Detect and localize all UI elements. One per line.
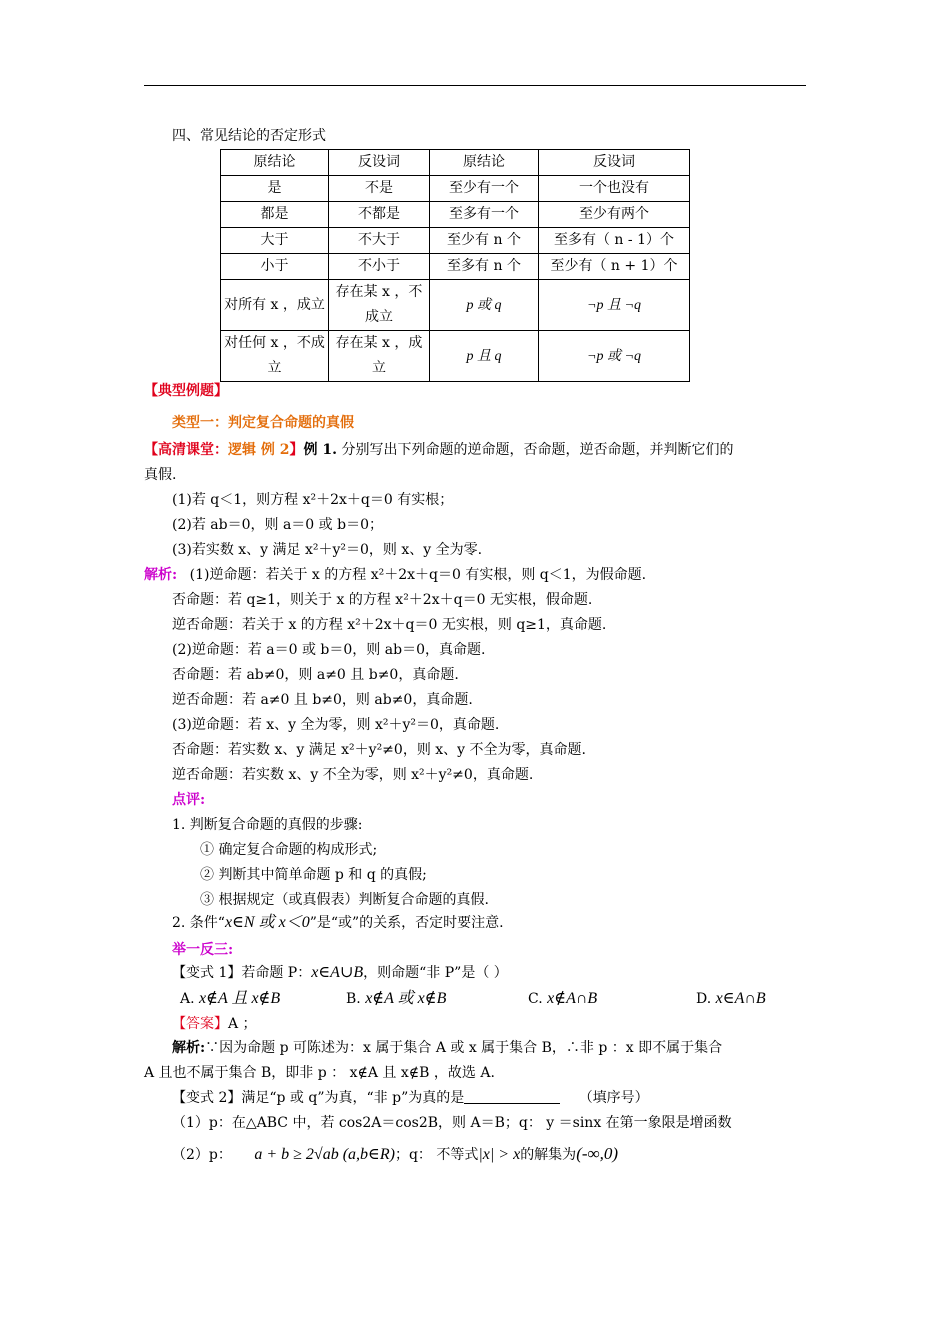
example1-line2: 真假. bbox=[144, 467, 177, 483]
variant2-stem-pre: 满足“p 或 q”为真，“非 p”为真的是 bbox=[241, 1090, 465, 1106]
table-cell: 对所有 x ，成立 bbox=[221, 280, 329, 331]
table-cell: 不是 bbox=[329, 176, 430, 202]
variant1-option-c bbox=[528, 990, 597, 1008]
answer-value: A ； bbox=[228, 1016, 257, 1032]
option-key: C. bbox=[528, 991, 543, 1007]
variant1-option-a bbox=[180, 990, 280, 1008]
answer-label: 【答案】 bbox=[172, 1016, 228, 1032]
solution-line-6: 逆否命题：若 a≠0 且 b≠0，则 ab≠0，真命题. bbox=[172, 692, 473, 708]
example1-tag-link[interactable]: 逻辑 例 2 bbox=[228, 442, 290, 458]
table-row bbox=[221, 176, 690, 202]
comment-point-2-post: ”是“或”的关系，否定时要注意. bbox=[309, 915, 504, 931]
typical-examples-heading: 【典型例题】 bbox=[144, 383, 228, 399]
header-rule bbox=[144, 85, 806, 86]
table-cell: 不小于 bbox=[329, 254, 430, 280]
table-row bbox=[221, 280, 690, 331]
table-row bbox=[221, 331, 690, 382]
example1-tag: 【高清课堂： bbox=[144, 442, 228, 458]
table-cell: p 或 q bbox=[430, 280, 539, 331]
table-cell: 至少有两个 bbox=[539, 202, 690, 228]
variant1-solution-label: 解析: bbox=[172, 1040, 206, 1056]
solution-line-1 bbox=[144, 566, 646, 584]
example1-q1: (1)若 q＜1，则方程 x²＋2x＋q＝0 有实根； bbox=[172, 492, 454, 508]
comment-label: 点评: bbox=[172, 792, 206, 808]
variant1-stem-post: ，则命题“非 P”是（ ） bbox=[363, 965, 508, 981]
solution-line-4: (2)逆命题：若 a＝0 或 b＝0，则 ab＝0，真命题. bbox=[172, 642, 486, 658]
table-cell: 大于 bbox=[221, 228, 329, 254]
table-cell: 一个也没有 bbox=[539, 176, 690, 202]
table-cell: 不大于 bbox=[329, 228, 430, 254]
table-cell: ¬p 且 ¬q bbox=[539, 280, 690, 331]
option-key: D. bbox=[696, 991, 712, 1007]
variant1-solution-line-2: A 且也不属于集合 B，即非 p ： x∉A 且 x∉B ，故选 A. bbox=[144, 1065, 495, 1081]
comment-step-3: ③ 根据规定（或真假表）判断复合命题的真假. bbox=[200, 892, 489, 908]
example1-label: 例 1. bbox=[303, 442, 337, 458]
example1-q2: (2)若 ab＝0，则 a＝0 或 b＝0； bbox=[172, 517, 383, 533]
option-key: B. bbox=[346, 991, 361, 1007]
negation-table bbox=[220, 149, 690, 382]
variant1-stem-pre: 若命题 P： bbox=[241, 965, 312, 981]
variant1-label: 【变式 1】 bbox=[172, 965, 242, 981]
variant1-answer bbox=[172, 1015, 257, 1033]
variant2-math-1: a + b ≥ 2√ab (a,b∈R) bbox=[254, 1146, 395, 1163]
table-cell: ¬p 或 ¬q bbox=[539, 331, 690, 382]
table-header-cell: 原结论 bbox=[221, 150, 329, 176]
variant2-label: 【变式 2】 bbox=[172, 1090, 242, 1106]
option-math: x∉A 或 x∉B bbox=[365, 990, 447, 1007]
variant1-option-b bbox=[346, 990, 446, 1008]
variant1-option-d bbox=[696, 990, 766, 1008]
variant2-item-1: （1）p：在△ABC 中，若 cos2A＝cos2B，则 A＝B；q： y ＝sinx 在第一象限是增函数 bbox=[172, 1115, 732, 1131]
answer-blank[interactable] bbox=[464, 1089, 560, 1104]
solution-text: (1)逆命题：若关于 x 的方程 x²＋2x＋q＝0 有实根，则 q＜1，为假命题. bbox=[189, 567, 647, 583]
solution-label: 解析: bbox=[144, 567, 178, 583]
table-header-row bbox=[221, 150, 690, 176]
table-cell: 对任何 x ，不成立 bbox=[221, 331, 329, 382]
example1-text: 分别写出下列命题的逆命题，否命题，逆否命题，并判断它们的 bbox=[341, 442, 734, 458]
table-cell: 不都是 bbox=[329, 202, 430, 228]
table-row bbox=[221, 202, 690, 228]
variant2-math-3: (-∞,0) bbox=[576, 1144, 619, 1163]
type1-heading: 类型一：判定复合命题的真假 bbox=[172, 415, 354, 431]
table-cell: 都是 bbox=[221, 202, 329, 228]
variant1-solution-line-1 bbox=[172, 1039, 722, 1057]
table-row bbox=[221, 228, 690, 254]
solution-line-2: 否命题：若 q≥1，则关于 x 的方程 x²＋2x＋q＝0 无实根，假命题. bbox=[172, 592, 593, 608]
comment-point-2 bbox=[172, 914, 504, 932]
table-header-cell: 原结论 bbox=[430, 150, 539, 176]
variant1-solution-text: ∵因为命题 p 可陈述为：x 属于集合 A 或 x 属于集合 B，∴非 p ：x 即不属于集合 bbox=[205, 1040, 723, 1056]
table-cell: 至多有 n 个 bbox=[430, 254, 539, 280]
variant2-item-2 bbox=[172, 1145, 618, 1164]
variant2-stem-post: （填序号） bbox=[578, 1090, 649, 1106]
example1-tag-end: 】 bbox=[289, 442, 304, 458]
variant1-stem-math: x∈A∪B bbox=[311, 964, 364, 981]
section-title: 四、常见结论的否定形式 bbox=[172, 128, 326, 144]
table-header-cell: 反设词 bbox=[539, 150, 690, 176]
variant2-item-2-mid2: 的解集为 bbox=[520, 1147, 577, 1163]
juyi-heading: 举一反三: bbox=[172, 942, 234, 958]
table-cell: 是 bbox=[221, 176, 329, 202]
table-cell: 至多有一个 bbox=[430, 202, 539, 228]
table-cell: 至多有（ n - 1）个 bbox=[539, 228, 690, 254]
table-cell: 存在某 x ，成立 bbox=[329, 331, 430, 382]
solution-line-5: 否命题：若 ab≠0，则 a≠0 且 b≠0，真命题. bbox=[172, 667, 459, 683]
option-math: x∉A∩B bbox=[547, 990, 598, 1007]
option-math: x∉A 且 x∉B bbox=[199, 990, 281, 1007]
table-cell: 小于 bbox=[221, 254, 329, 280]
comment-point-1: 1. 判断复合命题的真假的步骤: bbox=[172, 817, 363, 833]
solution-line-7: (3)逆命题：若 x、y 全为零，则 x²＋y²＝0，真命题. bbox=[172, 717, 500, 733]
variant2-stem bbox=[172, 1089, 649, 1107]
table-cell: p 且 q bbox=[430, 331, 539, 382]
comment-point-2-math: x∈N 或 x＜0 bbox=[224, 914, 310, 931]
table-row bbox=[221, 254, 690, 280]
solution-line-3: 逆否命题：若关于 x 的方程 x²＋2x＋q＝0 无实根，则 q≥1，真命题. bbox=[172, 617, 607, 633]
table-cell: 存在某 x ，不成立 bbox=[329, 280, 430, 331]
option-math: x∈A∩B bbox=[715, 990, 766, 1007]
example1-line1 bbox=[144, 441, 733, 459]
comment-step-2: ② 判断其中简单命题 p 和 q 的真假; bbox=[200, 867, 427, 883]
table-header-cell: 反设词 bbox=[329, 150, 430, 176]
solution-line-8: 否命题：若实数 x、y 满足 x²＋y²≠0，则 x、y 不全为零，真命题. bbox=[172, 742, 586, 758]
comment-point-2-pre: 2. 条件“ bbox=[172, 915, 225, 931]
variant2-item-2-mid: ；q： 不等式 bbox=[394, 1147, 479, 1163]
table-cell: 至少有（ n + 1）个 bbox=[539, 254, 690, 280]
example1-q3: (3)若实数 x、y 满足 x²＋y²＝0，则 x、y 全为零. bbox=[172, 542, 483, 558]
table-cell: 至少有一个 bbox=[430, 176, 539, 202]
variant2-item-2-pre: （2）p： bbox=[172, 1147, 232, 1163]
variant1-stem bbox=[172, 964, 508, 982]
variant2-math-2: |x| > x bbox=[478, 1146, 521, 1163]
table-cell: 至少有 n 个 bbox=[430, 228, 539, 254]
solution-line-9: 逆否命题：若实数 x、y 不全为零，则 x²＋y²≠0，真命题. bbox=[172, 767, 534, 783]
comment-step-1: ① 确定复合命题的构成形式; bbox=[200, 842, 378, 858]
option-key: A. bbox=[180, 991, 195, 1007]
